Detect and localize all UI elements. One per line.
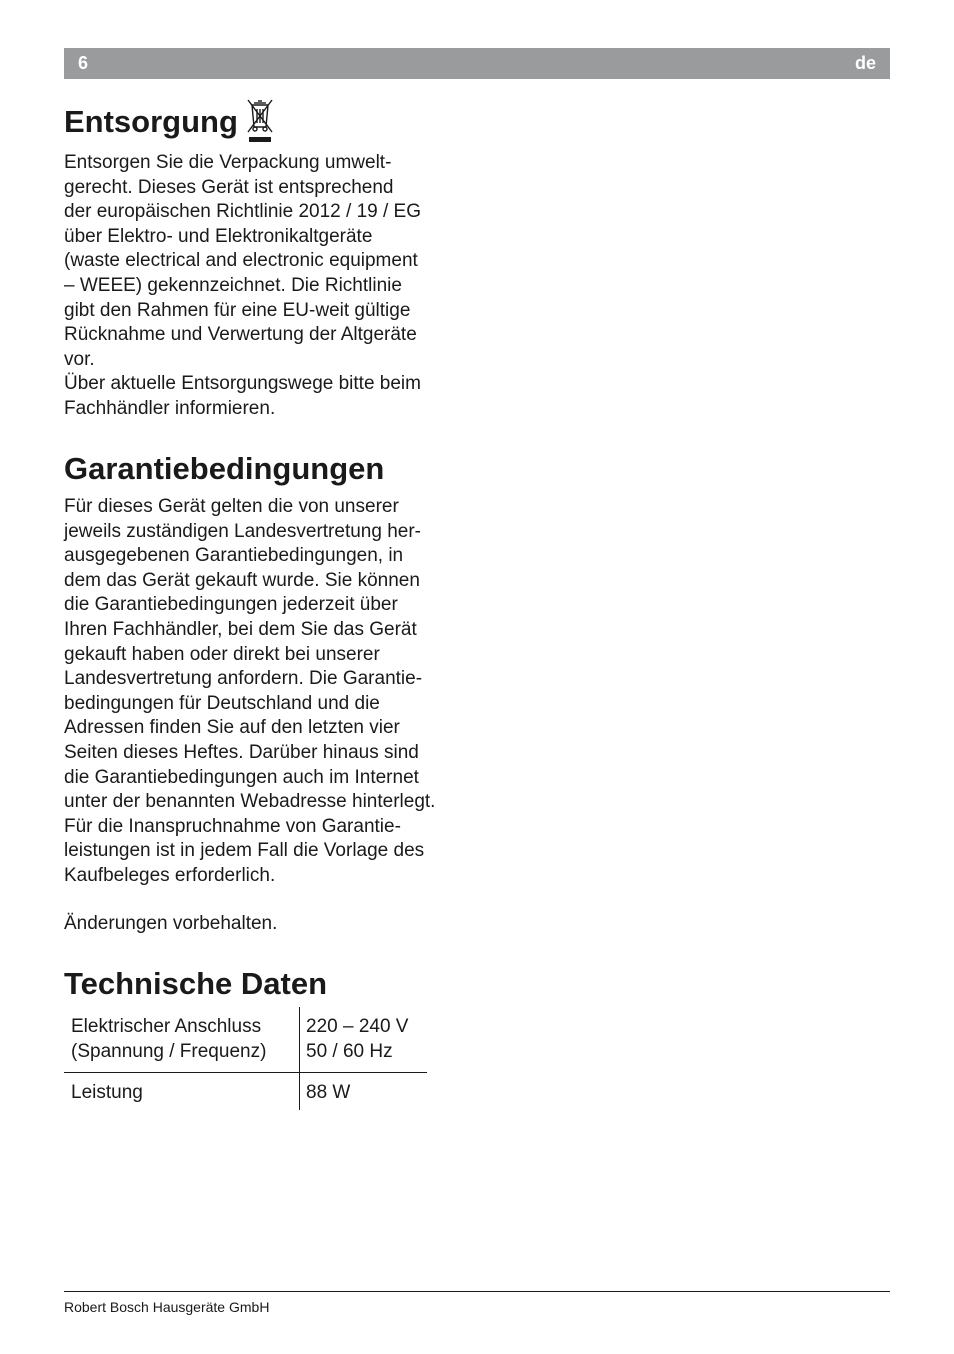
label-line: Elektrischer Anschluss	[71, 1016, 262, 1037]
paragraph-line: Für die Inanspruchnahme von Garantie-	[64, 815, 401, 837]
paragraph-line: Ihren Fachhändler, bei dem Sie das Gerät	[64, 618, 417, 640]
paragraph-line: unter der benannten Webadresse hinterlegt.	[64, 791, 436, 813]
entsorgung-paragraph	[64, 151, 484, 422]
language-code: de	[854, 53, 876, 73]
entsorgung-heading: Entsorgung	[64, 104, 238, 139]
value-line: 88 W	[306, 1082, 351, 1104]
paragraph-line: Fachhändler informieren.	[64, 397, 276, 419]
page-number: 6	[78, 53, 89, 73]
garantie-paragraph	[64, 495, 484, 889]
paragraph-line: gerecht. Dieses Gerät ist entsprechend	[64, 176, 394, 198]
footer-company: Robert Bosch Hausgeräte GmbH	[64, 1299, 270, 1315]
paragraph-line: Über aktuelle Entsorgungswege bitte beim	[64, 373, 421, 395]
entsorgung-heading-row	[64, 95, 484, 141]
paragraph-line: Adressen finden Sie auf den letzten vier	[64, 717, 400, 739]
table-cell-value	[300, 1007, 428, 1073]
paragraph-line: leistungen ist in jedem Fall die Vorlage des	[64, 840, 425, 862]
value-line: 220 – 240 V	[306, 1016, 409, 1037]
table-cell-value	[300, 1073, 428, 1110]
paragraph-line: Landesvertretung anfordern. Die Garantie-	[64, 668, 423, 690]
garantie-heading: Garantiebedingungen	[64, 451, 385, 486]
paragraph-line: über Elektro- und Elektronikaltgeräte	[64, 225, 373, 247]
table-cell-label	[64, 1007, 300, 1073]
paragraph-line: – WEEE) gekennzeichnet. Die Richtlinie	[64, 274, 402, 296]
paragraph-line: gekauft haben oder direkt bei unserer	[64, 643, 380, 665]
table-cell-label	[64, 1073, 300, 1110]
technische-daten-table	[64, 1007, 427, 1110]
table-row	[64, 1007, 427, 1073]
label-line: Leistung	[71, 1082, 143, 1104]
crossed-out-wheelie-bin-icon	[246, 98, 274, 144]
aenderungen-note: Änderungen vorbehalten.	[64, 913, 278, 934]
paragraph-line: die Garantiebedingungen auch im Internet	[64, 766, 419, 788]
paragraph-line: der europäischen Richtlinie 2012 / 19 / EG	[64, 201, 421, 223]
paragraph-line: die Garantiebedingungen jederzeit über	[64, 594, 398, 616]
paragraph-line: Rücknahme und Verwertung der Altgeräte	[64, 324, 417, 346]
paragraph-line: bedingungen für Deutschland und die	[64, 692, 380, 714]
paragraph-line: Seiten dieses Heftes. Darüber hinaus sind	[64, 741, 419, 763]
table-row	[64, 1073, 427, 1110]
paragraph-line: dem das Gerät gekauft wurde. Sie können	[64, 569, 420, 591]
paragraph-line: Für dieses Gerät gelten die von unserer	[64, 496, 399, 517]
paragraph-line: Kaufbeleges erforderlich.	[64, 864, 276, 886]
paragraph-line: jeweils zuständigen Landesvertretung her-	[64, 520, 421, 542]
paragraph-line: vor.	[64, 348, 95, 370]
paragraph-line: (waste electrical and electronic equipment	[64, 250, 418, 272]
page-header-bar	[64, 48, 890, 79]
label-line: (Spannung / Frequenz)	[71, 1040, 267, 1062]
paragraph-line: gibt den Rahmen für eine EU-weit gültige	[64, 299, 411, 321]
paragraph-line: ausgegebenen Garantiebedingungen, in	[64, 545, 404, 567]
footer-divider	[64, 1291, 890, 1292]
value-line: 50 / 60 Hz	[306, 1040, 393, 1062]
paragraph-line: Entsorgen Sie die Verpackung umwelt-	[64, 152, 392, 173]
technische-daten-heading: Technische Daten	[64, 966, 328, 1001]
